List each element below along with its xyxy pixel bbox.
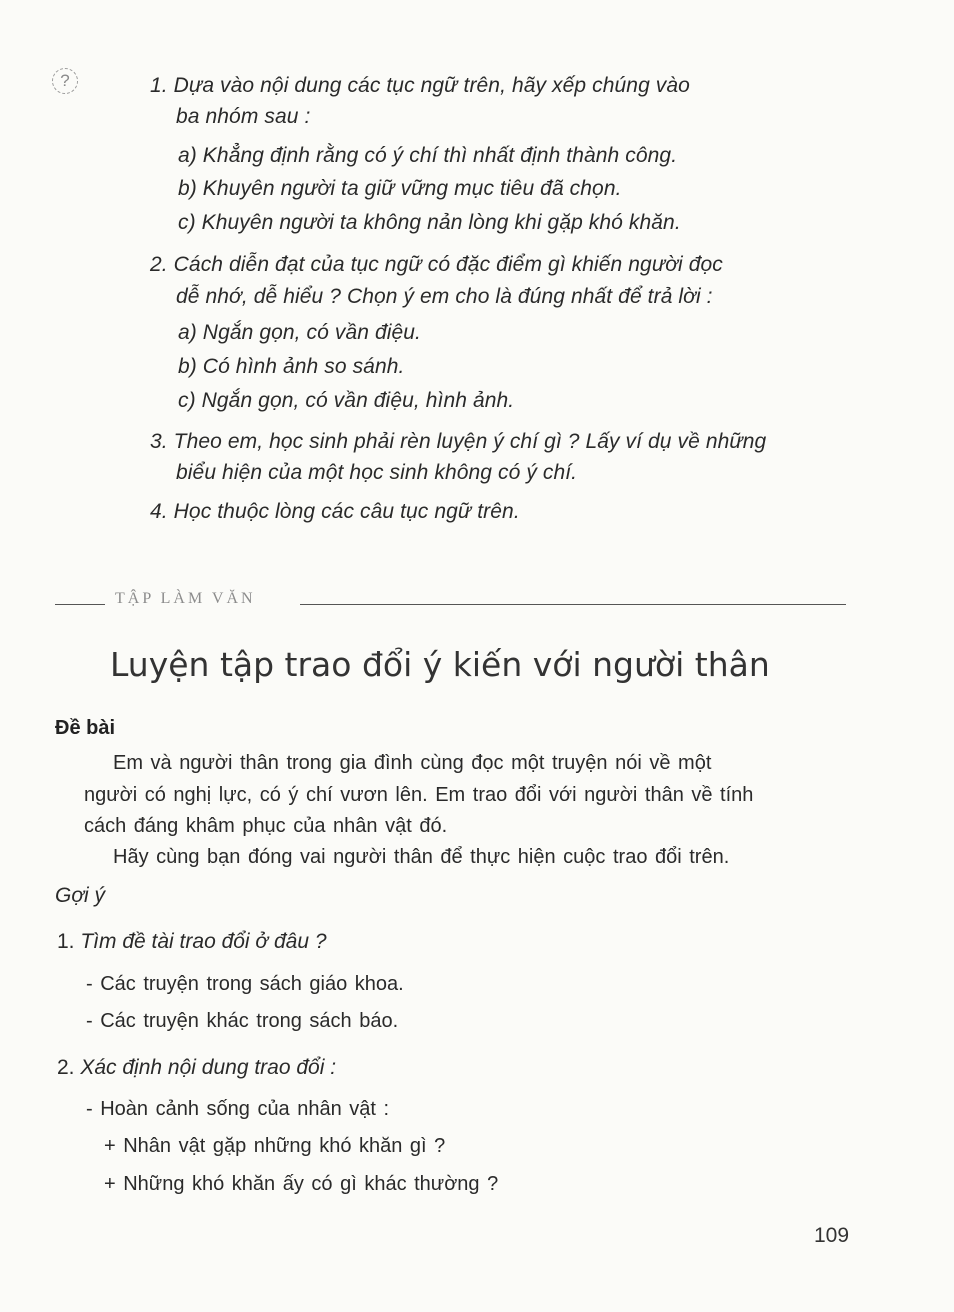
hint-item-2 <box>57 1056 336 1080</box>
hint-item-2-sub-1-b: + Những khó khăn ấy có gì khác thường ? <box>104 1173 499 1195</box>
question-1-line-1: 1. Dựa vào nội dung các tục ngữ trên, hãy xếp chúng vào <box>150 74 690 97</box>
question-mark-icon: ? <box>52 68 78 94</box>
hint-item-1-sub-1: - Các truyện trong sách giáo khoa. <box>86 973 404 995</box>
question-2-option-b: b) Có hình ảnh so sánh. <box>178 355 405 378</box>
hint-item-2-text: Xác định nội dung trao đổi : <box>80 1056 337 1079</box>
hint-item-2-sub-1-a: + Nhân vật gặp những khó khăn gì ? <box>104 1135 446 1157</box>
hint-item-1-sub-2: - Các truyện khác trong sách báo. <box>86 1010 399 1032</box>
page-number: 109 <box>814 1224 850 1247</box>
question-1-option-b: b) Khuyên người ta giữ vững mục tiêu đã chọn. <box>178 177 622 200</box>
question-2-line-2: dễ nhớ, dễ hiểu ? Chọn ý em cho là đúng nhất để trả lời : <box>176 285 713 308</box>
task-heading: Đề bài <box>55 717 116 739</box>
hint-item-2-number: 2. <box>57 1056 75 1079</box>
hint-item-1-number: 1. <box>57 930 75 953</box>
question-2-line-1: 2. Cách diễn đạt của tục ngữ có đặc điểm gì khiến người đọc <box>150 253 723 276</box>
question-1-option-a: a) Khẳng định rằng có ý chí thì nhất định thành công. <box>178 144 678 167</box>
section-divider-left <box>55 604 105 605</box>
question-1-option-c: c) Khuyên người ta không nản lòng khi gặp khó khăn. <box>178 211 681 234</box>
section-label: TẬP LÀM VĂN <box>115 590 256 607</box>
task-paragraph-line-3: cách đáng khâm phục của nhân vật đó. <box>84 815 448 837</box>
lesson-title: Luyện tập trao đổi ý kiến với người thân <box>110 645 770 684</box>
question-1-line-2: ba nhóm sau : <box>176 105 311 128</box>
task-paragraph-line-2: người có nghị lực, có ý chí vươn lên. Em trao đổi với người thân về tính <box>84 784 754 806</box>
task-paragraph-line-1: Em và người thân trong gia đình cùng đọc một truyện nói về một <box>113 752 712 774</box>
question-4-line-1: 4. Học thuộc lòng các câu tục ngữ trên. <box>150 500 520 523</box>
task-paragraph-line-4: Hãy cùng bạn đóng vai người thân để thực hiện cuộc trao đổi trên. <box>113 846 730 868</box>
question-2-option-a: a) Ngắn gọn, có vần điệu. <box>178 321 421 344</box>
hint-item-1-text: Tìm đề tài trao đổi ở đâu ? <box>80 930 327 953</box>
question-3-line-1: 3. Theo em, học sinh phải rèn luyện ý chí gì ? Lấy ví dụ về những <box>150 430 767 453</box>
hint-item-2-sub-1: - Hoàn cảnh sống của nhân vật : <box>86 1098 390 1120</box>
hints-label: Gợi ý <box>55 884 106 907</box>
hint-item-1 <box>57 930 327 954</box>
question-2-option-c: c) Ngắn gọn, có vần điệu, hình ảnh. <box>178 389 515 412</box>
section-divider-right <box>300 604 846 605</box>
question-3-line-2: biểu hiện của một học sinh không có ý chí. <box>176 461 578 484</box>
